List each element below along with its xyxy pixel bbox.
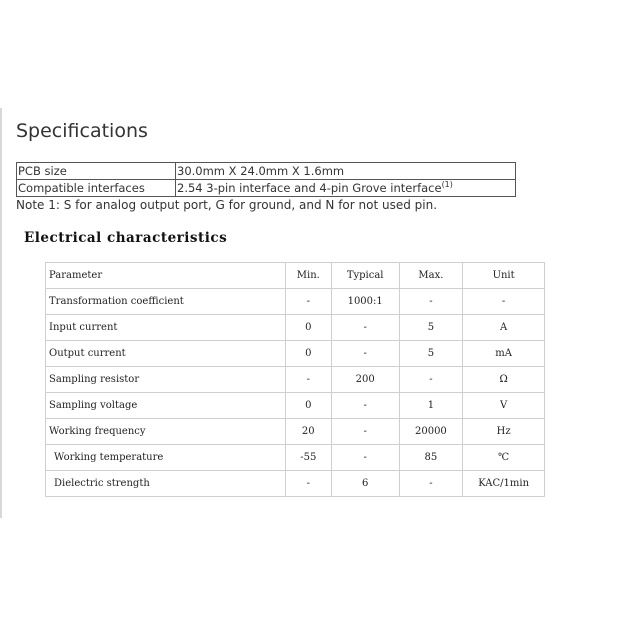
electrical-characteristics-table [45,262,545,497]
cell-min: - [285,367,331,393]
cell-parameter: Working temperature [46,445,286,471]
cell-unit: ℃ [463,445,545,471]
left-border [0,108,2,518]
cell-max: 5 [399,315,463,341]
spec-label: Compatible interfaces [17,180,176,197]
cell-min: 0 [285,393,331,419]
cell-parameter: Sampling resistor [46,367,286,393]
cell-typical: - [331,445,399,471]
table-row [46,471,545,497]
cell-unit: Hz [463,419,545,445]
cell-typical: 6 [331,471,399,497]
cell-parameter: Dielectric strength [46,471,286,497]
table-row [46,445,545,471]
table-row [46,367,545,393]
table-row [46,315,545,341]
cell-unit: KAC/1min [463,471,545,497]
cell-min: 0 [285,315,331,341]
column-header-unit: Unit [463,263,545,289]
cell-max: - [399,367,463,393]
table-row [17,180,516,197]
cell-min: - [285,289,331,315]
cell-unit: mA [463,341,545,367]
cell-min: -55 [285,445,331,471]
cell-min: 20 [285,419,331,445]
cell-min: - [285,471,331,497]
column-header-min: Min. [285,263,331,289]
specifications-table [16,162,516,197]
column-header-typical: Typical [331,263,399,289]
cell-parameter: Working frequency [46,419,286,445]
specifications-heading: Specifications [16,120,148,142]
cell-unit: V [463,393,545,419]
cell-typical: 200 [331,367,399,393]
table-row [46,289,545,315]
cell-typical: 1000:1 [331,289,399,315]
cell-unit: Ω [463,367,545,393]
cell-typical: - [331,419,399,445]
cell-max: 1 [399,393,463,419]
spec-value: 30.0mm X 24.0mm X 1.6mm [176,163,516,180]
table-row [46,419,545,445]
cell-max: 85 [399,445,463,471]
column-header-parameter: Parameter [46,263,286,289]
table-row [46,341,545,367]
cell-parameter: Input current [46,315,286,341]
spec-label: PCB size [17,163,176,180]
cell-max: - [399,289,463,315]
cell-parameter: Output current [46,341,286,367]
footnote: Note 1: S for analog output port, G for ground, and N for not used pin. [16,198,438,212]
cell-max: - [399,471,463,497]
footnote-marker: (1) [441,179,453,189]
spec-value: 2.54 3-pin interface and 4-pin Grove interface$^{(1)}$ [176,180,516,197]
cell-parameter: Sampling voltage [46,393,286,419]
cell-min: 0 [285,341,331,367]
cell-typical: - [331,341,399,367]
column-header-max: Max. [399,263,463,289]
cell-parameter: Transformation coefficient [46,289,286,315]
cell-typical: - [331,315,399,341]
electrical-characteristics-title: Electrical characteristics [24,230,228,246]
table-row [17,163,516,180]
cell-max: 5 [399,341,463,367]
cell-max: 20000 [399,419,463,445]
cell-unit: - [463,289,545,315]
cell-unit: A [463,315,545,341]
header-row [46,263,545,289]
table-row [46,393,545,419]
cell-typical: - [331,393,399,419]
